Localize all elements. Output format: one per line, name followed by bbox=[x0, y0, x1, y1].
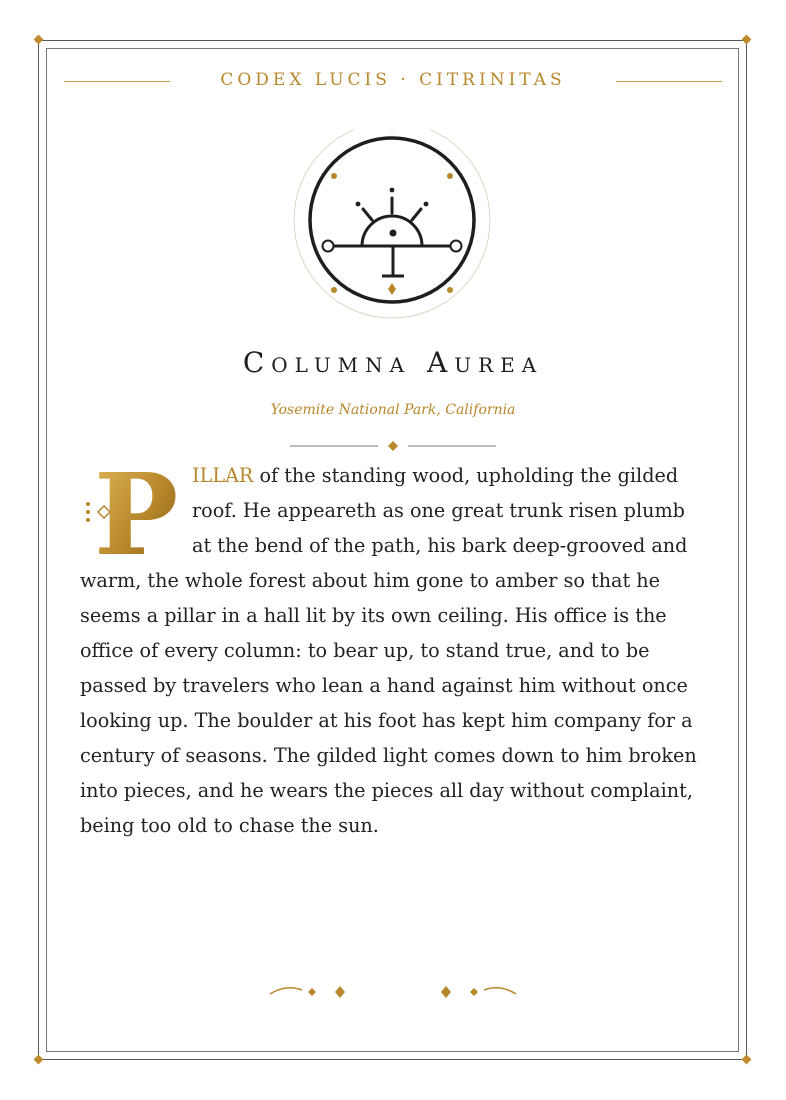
ornamental-divider bbox=[290, 440, 496, 452]
page-title: Columna Aurea bbox=[242, 346, 544, 379]
header-title: CODEX LUCIS · CITRINITAS bbox=[220, 70, 566, 90]
bottom-ornament bbox=[260, 980, 526, 1004]
body-text bbox=[80, 458, 700, 843]
sun-pillar-sigil-icon bbox=[292, 130, 492, 320]
location-subtitle: Yosemite National Park, California bbox=[270, 402, 516, 418]
body-paragraph: of the standing wood, upholding the gilded roof. He appeareth as one great trunk risen plumb at the bend of the path, his bark deep-grooved and warm, the whole forest about him gone to amber so that he seems a pillar in a hall lit by its own ceiling. His office is the office of every column: to bear up, to stand true, and to be passed by travelers who lean a hand against him without once looking up. The boulder at his foot has kept him company for a century of seasons. The gilded light comes down to him broken into pieces, and he wears the pieces all day without complaint, being too old to chase the sun. bbox=[80, 464, 697, 837]
header bbox=[0, 70, 786, 94]
corner-diamond-icon bbox=[742, 1055, 752, 1065]
drop-cap-letter: P bbox=[94, 460, 179, 560]
lead-word: ILLAR bbox=[192, 464, 254, 487]
drop-cap-p bbox=[76, 460, 188, 560]
